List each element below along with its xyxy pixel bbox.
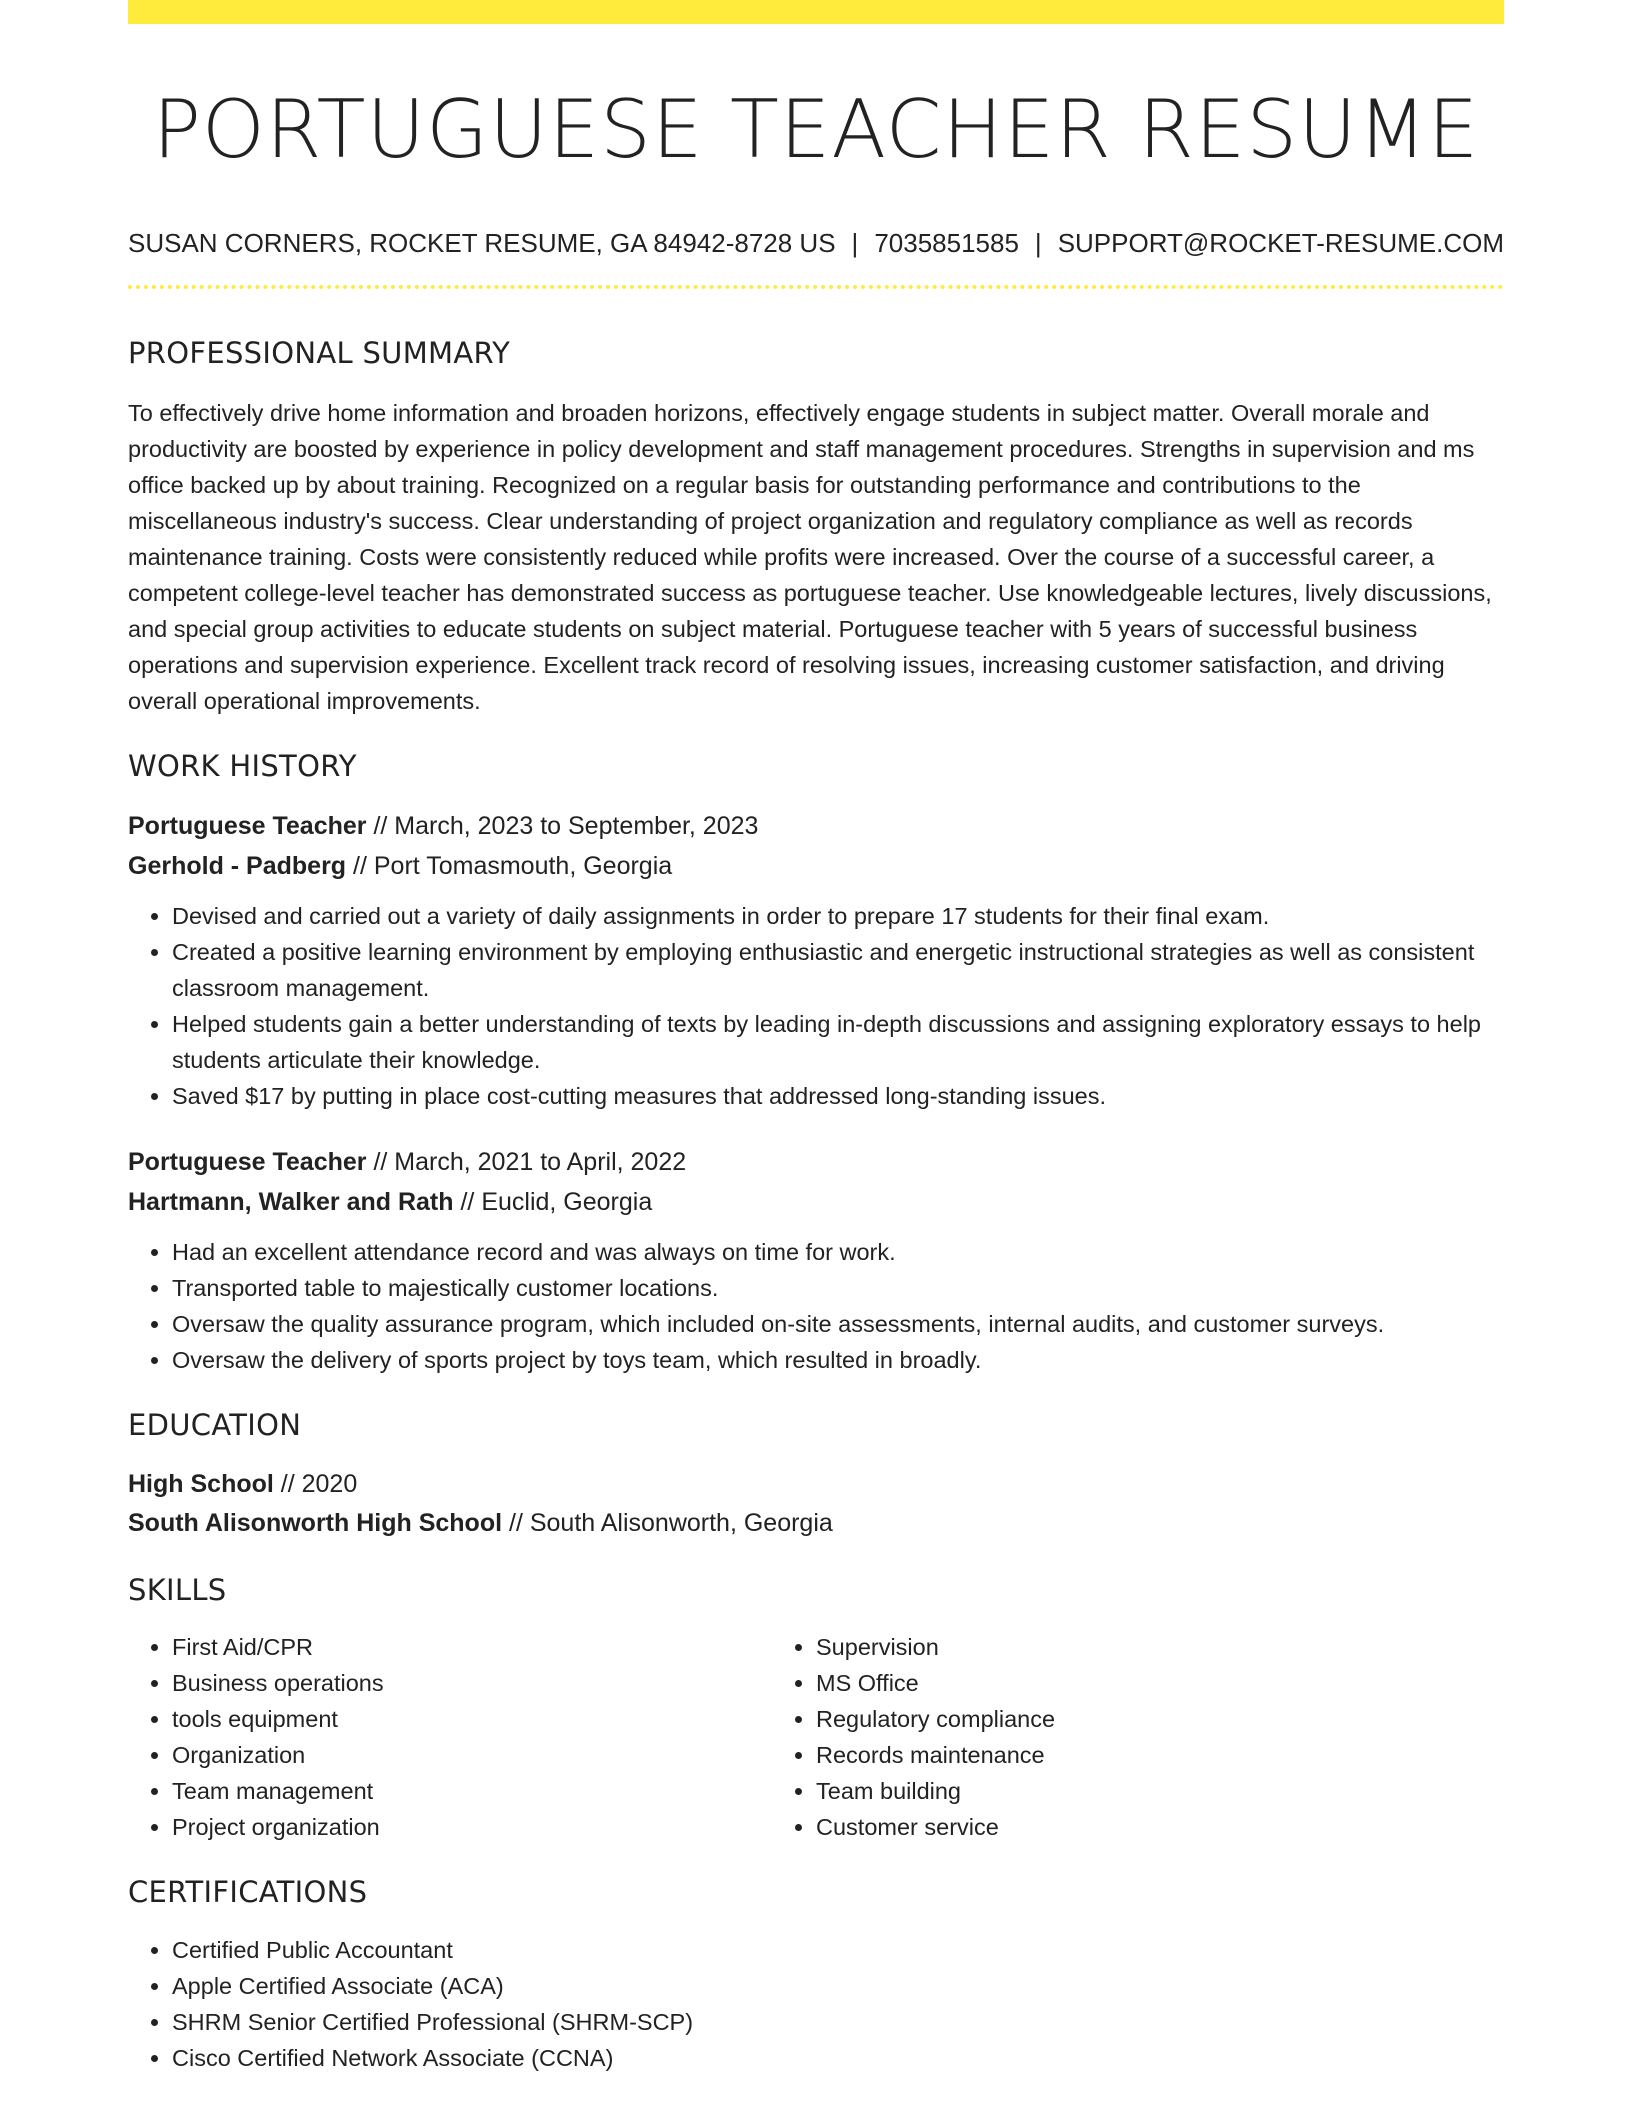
contact-email: SUPPORT@ROCKET-RESUME.COM xyxy=(1057,228,1504,258)
certifications-list xyxy=(128,1932,1504,2076)
section-heading: WORK HISTORY xyxy=(128,748,357,783)
skills-section xyxy=(128,1573,1504,1846)
job-header xyxy=(128,806,1504,886)
education-degree-line xyxy=(128,1465,1504,1504)
job-title-line xyxy=(128,1142,1504,1182)
job-bullet: • Created a positive learning environment by employing enthusiastic and energetic instructional strategies as well as consistent classroom management. xyxy=(172,934,1504,1006)
education-school: South Alisonworth High School xyxy=(128,1508,503,1537)
skill-item: • Regulatory compliance xyxy=(816,1701,1504,1737)
certification-item: • Apple Certified Associate (ACA) xyxy=(172,1968,1504,2004)
skill-item: • MS Office xyxy=(816,1665,1504,1701)
job-bullet: • Oversaw the quality assurance program, which included on-site assessments, internal audits, and customer surveys. xyxy=(172,1306,1504,1342)
resume-page xyxy=(128,0,1504,2076)
job-bullets xyxy=(128,898,1504,1114)
job-entry xyxy=(128,1142,1504,1378)
job-bullet: • Saved $17 by putting in place cost-cutting measures that addressed long-standing issues. xyxy=(172,1078,1504,1114)
section-heading: CERTIFICATIONS xyxy=(128,1875,368,1910)
job-dates: // March, 2021 to April, 2022 xyxy=(366,1147,687,1176)
skill-item: • Records maintenance xyxy=(816,1737,1504,1773)
education-location: // South Alisonworth, Georgia xyxy=(502,1508,833,1537)
skill-item: • First Aid/CPR xyxy=(172,1629,816,1665)
summary-text: To effectively drive home information and broaden horizons, effectively engage students in subject matter. Overall morale and productivity are boosted by experience in policy development and staff management procedures. Strengths in supervision and ms office backed up by about training. Recognized on a regular basis for outstanding performance and contributions to the miscellaneous industry's success. Clear understanding of project organization and regulatory compliance as well as records maintenance training. Costs were consistently reduced while profits were increased. Over the course of a successful career, a competent college-level teacher has demonstrated success as portuguese teacher. Use knowledgeable lectures, lively discussions, and special group activities to educate students on subject material. Portuguese teacher with 5 years of successful business operations and supervision experience. Excellent track record of resolving issues, increasing customer satisfaction, and driving overall operational improvements. xyxy=(128,399,1492,714)
certification-item: • Certified Public Accountant xyxy=(172,1932,1504,1968)
job-header xyxy=(128,1142,1504,1222)
skill-item: • Supervision xyxy=(816,1629,1504,1665)
skills-list-right xyxy=(816,1629,1504,1845)
contact-phone: 7035851585 xyxy=(874,228,1019,258)
job-location: // Euclid, Georgia xyxy=(453,1187,653,1216)
certification-item: • SHRM Senior Certified Professional (SHRM-SCP) xyxy=(172,2004,1504,2040)
job-bullet: • Oversaw the delivery of sports project by toys team, which resulted in broadly. xyxy=(172,1342,1504,1378)
job-employer: Hartmann, Walker and Rath xyxy=(128,1187,454,1216)
job-title: Portuguese Teacher xyxy=(128,1147,367,1176)
skill-item: • Team building xyxy=(816,1773,1504,1809)
job-location: // Port Tomasmouth, Georgia xyxy=(346,851,673,880)
resume-title: PORTUGUESE TEACHER RESUME xyxy=(152,83,1480,176)
job-bullet: • Helped students gain a better understanding of texts by leading in-depth discussions and assigning exploratory essays to help students articulate their knowledge. xyxy=(172,1006,1504,1078)
job-employer: Gerhold - Padberg xyxy=(128,851,347,880)
section-heading: SKILLS xyxy=(128,1572,227,1607)
education-entry xyxy=(128,1465,1504,1543)
certifications-section xyxy=(128,1875,1504,2076)
job-bullet: • Transported table to majestically customer locations. xyxy=(172,1270,1504,1306)
education-school-line xyxy=(128,1504,1504,1543)
skill-item: • Team management xyxy=(172,1773,816,1809)
skill-item: • Customer service xyxy=(816,1809,1504,1845)
job-bullets xyxy=(128,1234,1504,1378)
job-dates: // March, 2023 to September, 2023 xyxy=(366,811,759,840)
accent-top-bar xyxy=(128,0,1504,24)
job-employer-line xyxy=(128,1182,1504,1222)
skill-item: • Project organization xyxy=(172,1809,816,1845)
contact-line xyxy=(128,228,1504,259)
dotted-divider xyxy=(128,285,1504,289)
skills-list-left xyxy=(128,1629,816,1845)
job-title: Portuguese Teacher xyxy=(128,811,367,840)
education-year: // 2020 xyxy=(273,1469,358,1498)
certification-item: • Cisco Certified Network Associate (CCNA) xyxy=(172,2040,1504,2076)
skill-item: • Business operations xyxy=(172,1665,816,1701)
contact-separator: | xyxy=(1034,228,1042,258)
job-bullet: • Devised and carried out a variety of daily assignments in order to prepare 17 students for their final exam. xyxy=(172,898,1504,934)
education-section xyxy=(128,1408,1504,1543)
skills-columns xyxy=(128,1629,1504,1845)
skill-item: • Organization xyxy=(172,1737,816,1773)
job-employer-line xyxy=(128,846,1504,886)
professional-summary-section xyxy=(128,336,1504,719)
job-entry xyxy=(128,806,1504,1114)
section-heading: EDUCATION xyxy=(128,1407,302,1442)
job-bullet: • Had an excellent attendance record and was always on time for work. xyxy=(172,1234,1504,1270)
section-heading: PROFESSIONAL SUMMARY xyxy=(128,336,511,371)
work-history-section xyxy=(128,749,1504,1378)
skill-item: • tools equipment xyxy=(172,1701,816,1737)
job-title-line xyxy=(128,806,1504,846)
contact-separator: | xyxy=(851,228,859,258)
education-degree: High School xyxy=(128,1469,274,1498)
contact-address: SUSAN CORNERS, ROCKET RESUME, GA 84942-8728 US xyxy=(128,228,836,258)
